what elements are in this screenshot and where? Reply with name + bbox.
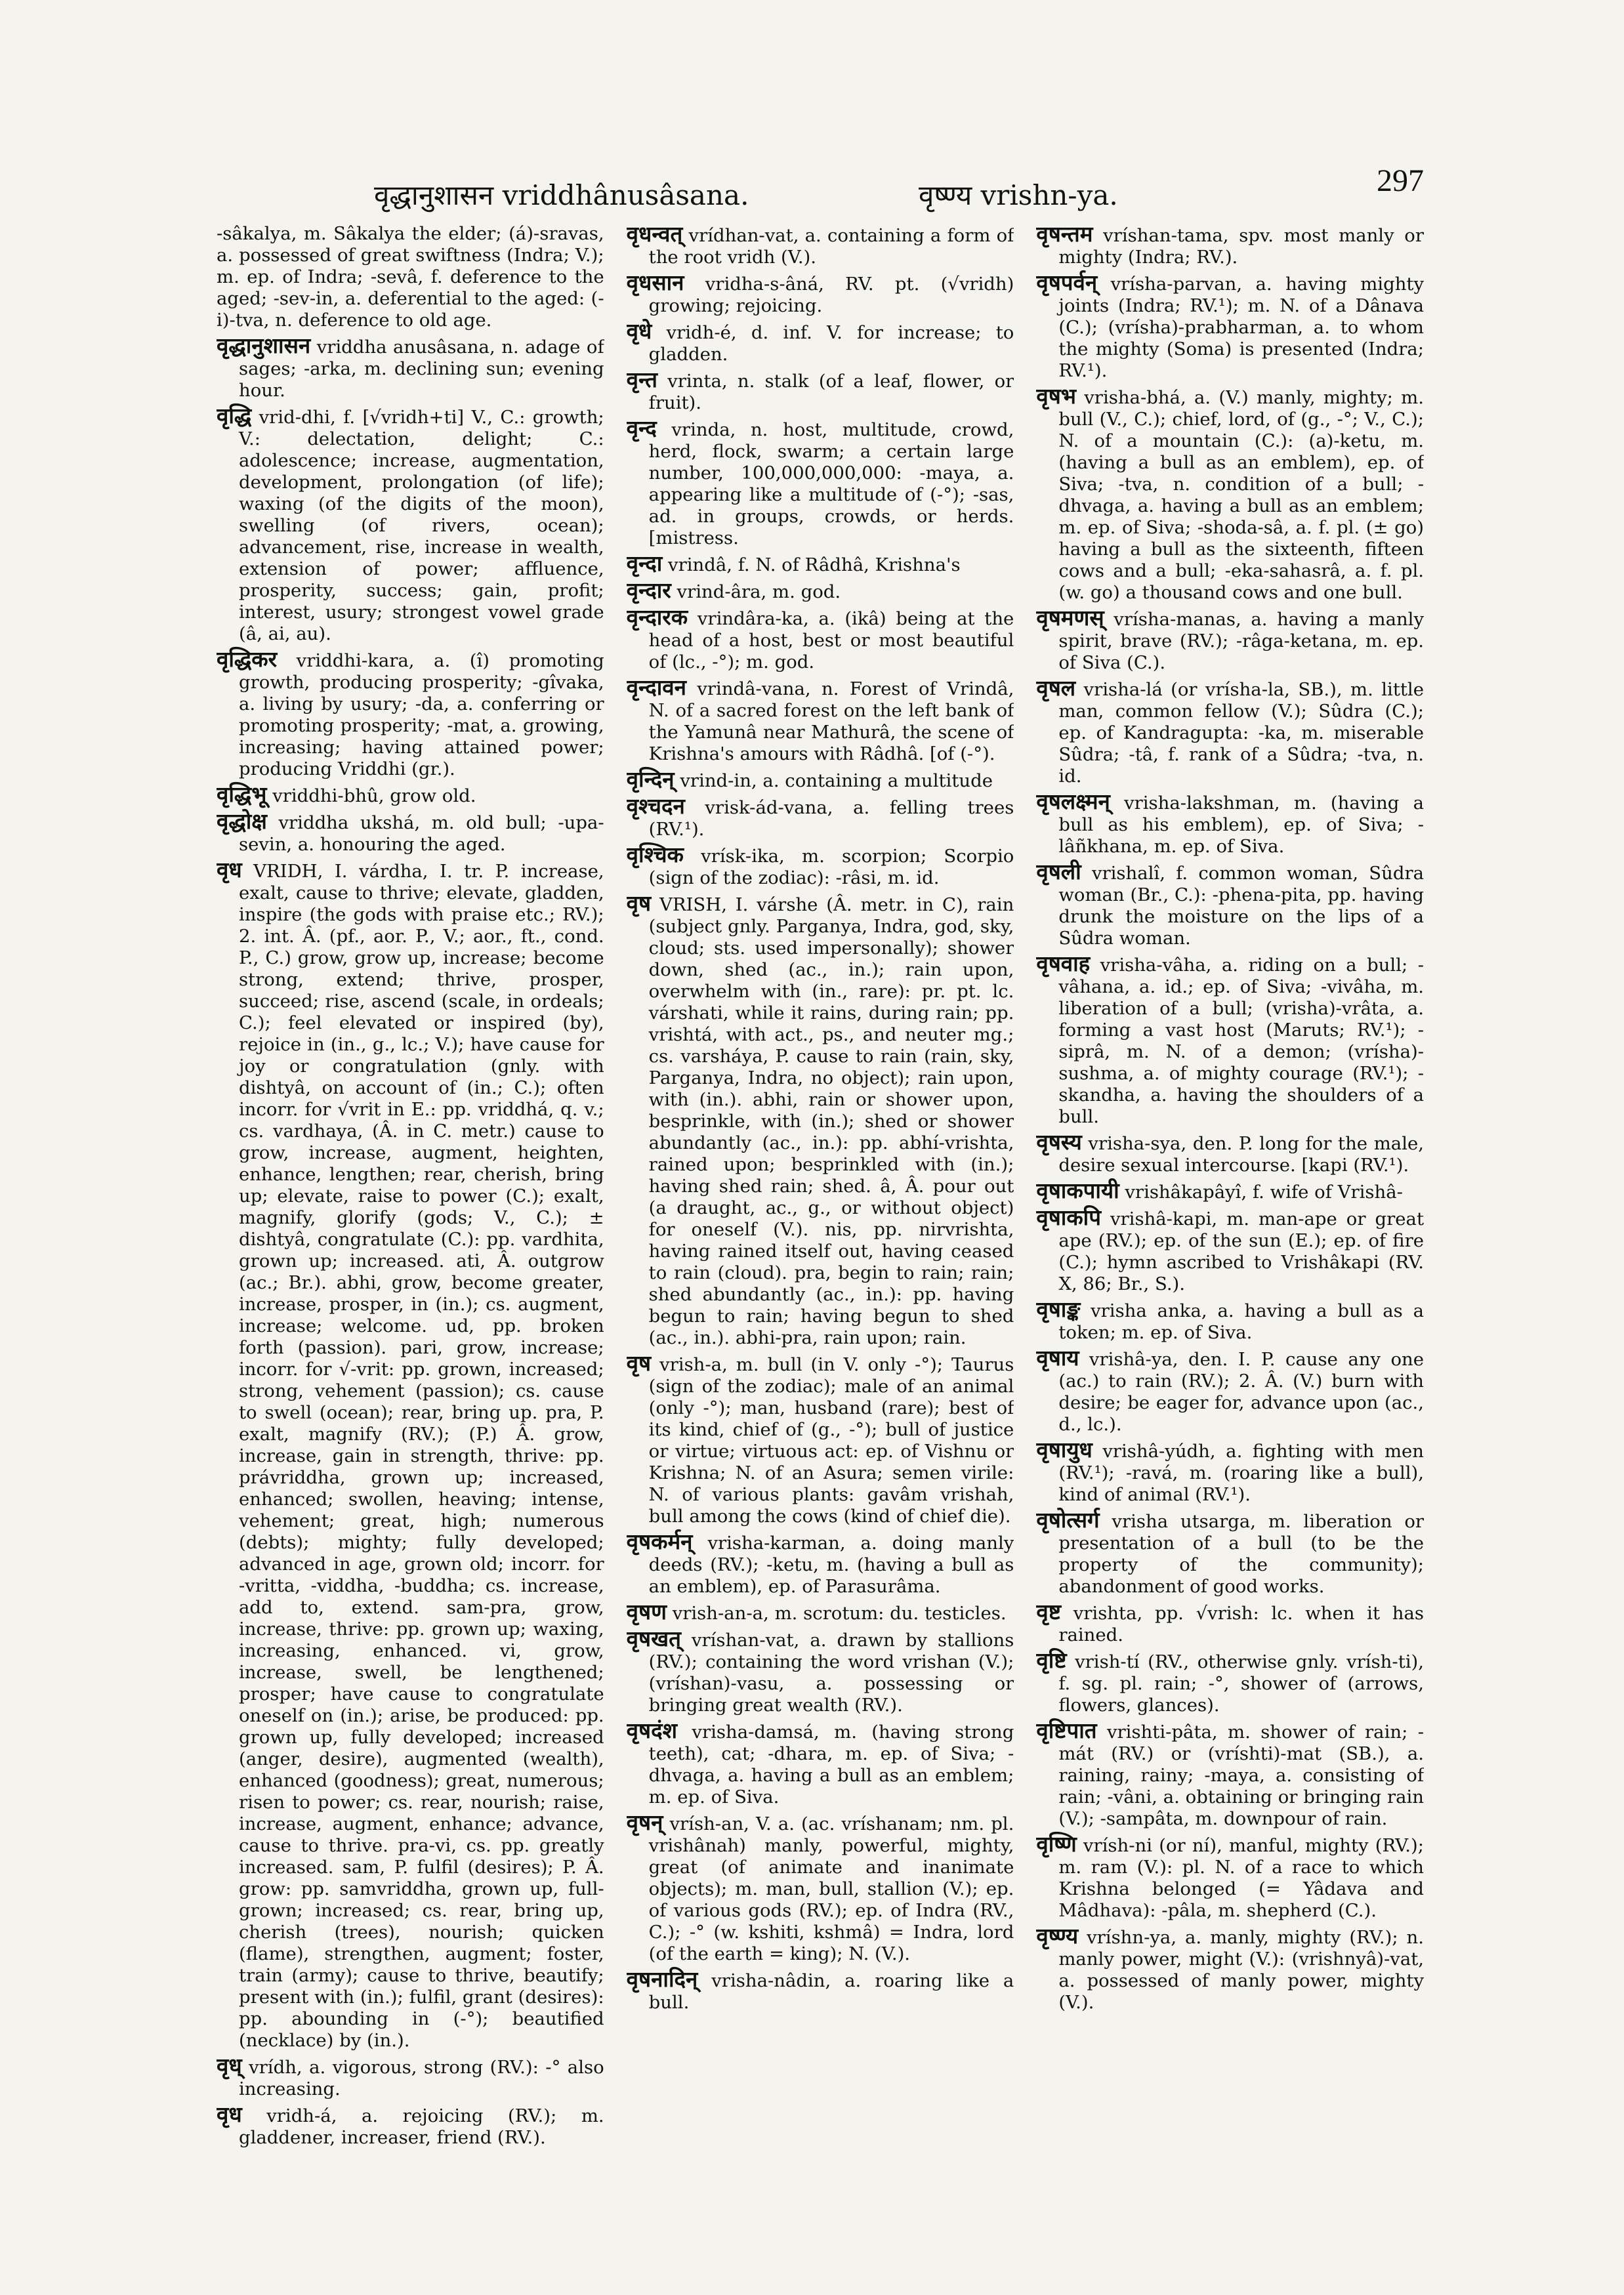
dictionary-entry xyxy=(217,2055,604,2100)
entry-text: vrísha-manas, a. having a manly spirit, brave (RV.); -râga-ketana, m. ep. of Siva (C.). xyxy=(1058,609,1425,673)
dictionary-entry xyxy=(1036,1207,1424,1295)
entry-text: vrishta, pp. √vrish: lc. when it has rained. xyxy=(1058,1603,1425,1645)
entry-text: vrindâra-ka, a. (ikâ) being at the head of a host, best or most beautiful of (lc., -°); m. god. xyxy=(648,608,1014,672)
entry-text: vrisha-bhá, a. (V.) manly, mighty; m. bull (V., C.); chief, lord, of (g., -°; V., C.); N. of a mountain (C.): (a)-ketu, m. (having a bull as an emblem), ep. of Siva; -tva, n. condition of a bull; -dhvaga, a. having a bull as an emblem; m. ep. of Siva; -shoda-sâ, a. f. pl. (± go) having a bull as the sixteenth, fifteen cows and a bull; -eka-sahasrâ, a. f. pl. (w. go) a thousand cows and one bull. xyxy=(1058,387,1425,603)
dictionary-entry xyxy=(627,768,1014,792)
entry-text: vrisha-damsá, m. (having strong teeth), cat; -dhara, m. ep. of Siva; -dhvaga, a. having a bull as an emblem; m. ep. of Siva. xyxy=(648,1722,1014,1808)
entry-text: vrisha-lá (or vrísha-la, SB.), m. little man, common fellow (V.); Sûdra (C.); ep. of Kandragupta: -ka, m. miserable Sûdra; -tâ, f. rank of a Sûdra; -tva, n. id. xyxy=(1058,679,1425,787)
devanagari-headword: वृषोत्सर्ग xyxy=(1036,1507,1100,1533)
devanagari-headword: वृश्चिक xyxy=(626,842,684,867)
dictionary-entry xyxy=(1036,1720,1424,1830)
entry-text: -sâkalya, m. Sâkalya the elder; (á)-sravas, a. possessed of great swiftness (Indra; V.); m. ep. of Indra; -sevâ, f. deference to the aged; -sev-in, a. deferential to the aged: (-i)-tva, n. deference to old age. xyxy=(217,223,604,331)
entry-text: vrisha anka, a. having a bull as a token; m. ep. of Siva. xyxy=(1058,1300,1425,1343)
entry-text: vriddha anusâsana, n. adage of sages; -arka, m. declining sun; evening hour. xyxy=(239,337,604,401)
dictionary-entry xyxy=(627,1531,1014,1598)
devanagari-headword: वृषायुध xyxy=(1036,1437,1093,1462)
devanagari-headword: वृषल xyxy=(1036,675,1076,701)
entry-text: vrisha-vâha, a. riding on a bull; -vâhana, a. id.; ep. of Siva; -vivâha, m. liberation of a bull; (vrisha)-vrâta, a. forming a vast host (Maruts; RV.¹); -siprâ, m. N. of a demon; (vrísha)-sushma, a. of mighty courage (RV.¹); -skandha, a. having the shoulders of a bull. xyxy=(1058,955,1425,1127)
entry-text: vridha-s-âná, RV. pt. (√vridh) growing; rejoicing. xyxy=(648,274,1014,316)
dictionary-entry xyxy=(1036,1347,1424,1436)
running-head-right: वृष्ण्य vrishn-ya. xyxy=(919,179,1118,211)
devanagari-headword: वृषस्य xyxy=(1036,1129,1082,1155)
dictionary-entry xyxy=(217,648,604,780)
dictionary-entry xyxy=(1036,791,1424,858)
dictionary-entry xyxy=(627,676,1014,765)
dictionary-entry xyxy=(627,844,1014,889)
entry-text: vrisha-lakshman, m. (having a bull as his emblem), ep. of Siva; -lâñkhana, m. ep. of Siva. xyxy=(1058,793,1425,857)
dictionary-entry xyxy=(1036,607,1424,674)
page-number: 297 xyxy=(1377,163,1424,198)
dictionary-entry xyxy=(627,1601,1014,1624)
devanagari-headword: वृष्टि xyxy=(1036,1647,1067,1673)
devanagari-headword: वृषवाह xyxy=(1036,951,1091,976)
dictionary-entry xyxy=(627,795,1014,840)
dictionary-entry xyxy=(1036,1601,1424,1646)
dictionary-entry xyxy=(627,892,1014,1349)
devanagari-headword: वृद्धिकर xyxy=(217,646,278,672)
entry-text: vrishâ-ya, den. I. P. cause any one (ac.) to rain (RV.); 2. Â. (V.) burn with desire; be eager for, advance upon (ac., d., lc.). xyxy=(1058,1349,1425,1435)
devanagari-headword: वृन्द xyxy=(626,415,657,441)
devanagari-headword: वृष xyxy=(626,890,652,916)
entry-text: vrishâ-yúdh, a. fighting with men (RV.¹); -ravá, m. (roaring like a bull), kind of animal (RV.¹). xyxy=(1058,1441,1425,1505)
column-3 xyxy=(1036,223,1424,2204)
devanagari-headword: वृष्ट xyxy=(1036,1599,1061,1624)
dictionary-entry xyxy=(627,552,1014,576)
dictionary-entry xyxy=(627,1720,1014,1808)
entry-text: vrisha-karman, a. doing manly deeds (RV.); -ketu, m. (having a bull as an emblem), ep. of Parasurâma. xyxy=(648,1533,1014,1597)
dictionary-entry xyxy=(627,223,1014,268)
devanagari-headword: वृषली xyxy=(1036,859,1081,884)
entry-text: vrídhan-vat, a. containing a form of the root vridh (V.). xyxy=(648,225,1014,268)
devanagari-headword: वृषलक्ष्मन् xyxy=(1036,789,1110,814)
devanagari-headword: वृद्धिभू xyxy=(217,781,267,807)
dictionary-entry xyxy=(1036,1649,1424,1716)
entry-text: vridh-é, d. inf. V. for increase; to gladden. xyxy=(648,322,1014,365)
devanagari-headword: वृद्धोक्ष xyxy=(217,808,267,834)
devanagari-headword: वृन्त xyxy=(626,367,657,392)
dictionary-entry xyxy=(627,1352,1014,1527)
dictionary-entry xyxy=(217,335,604,402)
devanagari-headword: वृध् xyxy=(217,2053,242,2078)
devanagari-headword: वृषाकपि xyxy=(1036,1205,1101,1230)
entry-text: vrindâ-vana, n. Forest of Vrindâ, N. of a sacred forest on the left bank of the Yamunâ near Mathurâ, the scene of Krishna's amours with Râdhâ. [of (-°). xyxy=(648,678,1014,764)
dictionary-entry xyxy=(627,320,1014,365)
dictionary-entry xyxy=(1036,1439,1424,1506)
devanagari-headword: वृषखत् xyxy=(626,1626,681,1651)
dictionary-entry xyxy=(627,579,1014,603)
page-header xyxy=(217,157,1424,217)
entry-text: VRIDH, I. várdha, I. tr. P. increase, exalt, cause to thrive; elevate, gladden, inspire (the gods with praise etc.; RV.); 2. int. Â. (pf., aor. P., V.; aor., ft., cond. P., C.) grow, grow up, increase; become strong, extend; thrive, prosper, succeed; rise, ascend (scale, in ordeals; C.); feel elevated or inspired (by), rejoice in (in., g., lc.; V.); have cause for joy or congratulation (gnly. with dishtyâ, on account of (in.; C.); often incorr. for √vrit in E.: pp. vriddhá, q. v.; cs. vardhaya, (Â. in C. metr.) cause to grow, increase, augment, heighten, enhance, lengthen; rear, cherish, bring up; elevate, raise to power (C.); exalt, magnify, glorify (gods; V., C.); ± dishtyâ, congratulate (C.): pp. vardhita, grown up; increased. ati, Â. outgrow (ac.; Br.). abhi, grow, become greater, increase, prosper, in (in.); cs. augment, increase; welcome. ud, pp. broken forth (passion). pari, grow, increase; incorr. for √-vrit: pp. grown, increased; strong, vehement (passion); cs. cause to swell (ocean); rear, bring up. pra, P. exalt, magnify (RV.); (P.) Â. grow, increase, gain in strength, thrive: pp. právriddha, grown up; increased, enhanced; swollen, heaving; intense, vehement; great, high; numerous (debts); mighty; fully developed; advanced in age, grown old; incorr. for -vritta, -viddha, -buddha; cs. increase, add to, extend. sam-pra, grow, increase, thrive: pp. grown up; waxing, increasing, enhanced. vi, grow, increase, swell, be lengthened; prosper; have cause to congratulate oneself on (in.); arise, be produced: pp. grown up, fully developed; increased (anger, desire), augmented (wealth), enhanced (goodness); great, numerous; risen to power; cs. rear, nourish; raise, increase, augment, enhance; advance, cause to thrive. pra-vi, cs. pp. greatly increased. sam, P. fulfil (desires); P. Â. grow: pp. samvriddha, grown up, full-grown; increased; cs. rear, bring up, cherish (trees), nourish; quicken (flame), strengthen, augment; foster, train (army); cause to thrive, beautify; present with (in.); fulfil, grant (desires): pp. abounding in (-°); beautified (necklace) by (in.). xyxy=(239,861,604,2051)
dictionary-entry xyxy=(1036,385,1424,604)
devanagari-headword: वृषभ xyxy=(1036,383,1076,409)
devanagari-headword: वृन्दावन xyxy=(626,674,686,700)
devanagari-headword: वृषन्तम xyxy=(1036,223,1093,247)
devanagari-headword: वृषन् xyxy=(626,1809,663,1835)
entry-text: vrishâ-kapi, m. man-ape or great ape (RV.); ep. of the sun (E.); ep. of fire (C.); hymn ascribed to Vrishâkapi (RV. X, 86; Br., S.). xyxy=(1058,1209,1425,1294)
devanagari-headword: वृधन्वत् xyxy=(626,223,683,247)
devanagari-headword: वृध xyxy=(217,2101,242,2127)
devanagari-headword: वृषाङ्क xyxy=(1036,1296,1081,1322)
devanagari-headword: वृषकर्मन् xyxy=(626,1529,693,1554)
devanagari-headword: वृष xyxy=(626,1350,652,1376)
entry-text: vrisha-nâdin, a. roaring like a bull. xyxy=(648,1970,1014,2013)
dictionary-entry xyxy=(1036,1131,1424,1176)
dictionary-entry xyxy=(1036,1925,1424,2014)
dictionary-entry xyxy=(1036,272,1424,382)
dictionary-entry xyxy=(217,783,604,807)
entry-text: vrinta, n. stalk (of a leaf, flower, or fruit). xyxy=(648,371,1014,413)
entry-text: VRISH, I. várshe (Â. metr. in C), rain (subject gnly. Parganya, Indra, god, sky, cloud; sts. used impersonally); shower down, shed (ac., in.); rain upon, overwhelm with (in., rare): pr. pt. lc. várshati, while it rains, during rain; pp. vrishtá, with act., ps., and neuter mg.; cs. varsháya, P. cause to rain (rain, sky, Parganya, Indra, no object); rain upon, with (in.). abhi, rain or shower upon, besprinkle, with (in.); shed or shower abundantly (ac., in.): pp. abhí-vrishta, rained upon; besprinkled with (in.); having shed rain; shed. â, Â. pour out (a draught, ac., g., or without object) for oneself (V.). nis, pp. nirvrishta, having rained itself out, having ceased to rain (cloud). pra, begin to rain; rain; shed abundantly (ac., in.): pp. having begun to rain; having begun to shed (ac., in.). abhi-pra, rain upon; rain. xyxy=(648,894,1014,1348)
devanagari-headword: वृधसान xyxy=(626,270,684,295)
devanagari-headword: वृधे xyxy=(626,318,652,344)
entry-text: vriddhi-kara, a. (î) promoting growth, producing prosperity; -gîvaka, a. living by usury; -da, a. conferring or promoting prosperity; -mat, a. growing, increasing; having attained power; producing Vriddhi (gr.). xyxy=(239,650,604,779)
dictionary-entry xyxy=(217,859,604,2052)
devanagari-headword: वृषदंश xyxy=(626,1718,678,1743)
entry-text: vrind-âra, m. god. xyxy=(671,581,841,602)
devanagari-headword: वृन्दा xyxy=(626,550,663,576)
devanagari-headword: वृष्णि xyxy=(1036,1831,1077,1857)
entry-text: vrisha utsarga, m. liberation or presentation of a bull (to be the property of the community); abandonment of good works. xyxy=(1058,1511,1425,1597)
dictionary-entry xyxy=(1036,1298,1424,1344)
entry-text: vrishalî, f. common woman, Sûdra woman (Br., C.): -phena-pita, pp. having drunk the moisture on the lips of a Sûdra woman. xyxy=(1058,863,1425,949)
entry-text: vriddha ukshá, m. old bull; -upa-sevin, a. honouring the aged. xyxy=(239,812,604,855)
entry-text: vríshan-vat, a. drawn by stallions (RV.); containing the word vrishan (V.); (vríshan)-vasu, a. possessing or bringing great wealth (RV.). xyxy=(648,1630,1014,1716)
devanagari-headword: वृश्चदन xyxy=(626,793,685,819)
entry-text: vriddhi-bhû, grow old. xyxy=(266,785,476,806)
dictionary-entry xyxy=(217,2103,604,2149)
dictionary-entry xyxy=(1036,1509,1424,1598)
column-1 xyxy=(217,223,604,2204)
entry-text: vrídh, a. vigorous, strong (RV.): -° also increasing. xyxy=(239,2057,604,2099)
dictionary-entry xyxy=(627,369,1014,414)
entry-text: vrisha-sya, den. P. long for the male, desire sexual intercourse. [kapi (RV.¹). xyxy=(1058,1133,1425,1176)
entry-text: vríshn-ya, a. manly, mighty (RV.); n. manly power, might (V.): (vrishnyâ)-vat, a. possessed of manly power, mighty (V.). xyxy=(1058,1927,1425,2013)
dictionary-entry xyxy=(1036,1180,1424,1203)
dictionary-entry xyxy=(217,223,604,331)
entry-text: vrindâ, f. N. of Râdhâ, Krishna's xyxy=(662,554,961,575)
devanagari-headword: वृषण xyxy=(626,1599,667,1624)
dictionary-entry xyxy=(1036,223,1424,268)
entry-text: vridh-á, a. rejoicing (RV.); m. gladdener, increaser, friend (RV.). xyxy=(239,2105,604,2148)
entry-text: vrid-dhi, f. [√vridh+ti] V., C.: growth; V.: delectation, delight; C.: adolescence; increase, augmentation, development, prolongation (of life); waxing (of the digits of the moon), swelling (of rivers, ocean); advancement, rise, increase in wealth, extension of power; affluence, prosperity, success; gain, profit; interest, usury; strongest vowel grade (â, ai, au). xyxy=(239,407,604,644)
devanagari-headword: वृद्धि xyxy=(217,403,252,428)
entry-text: vrísha-parvan, a. having mighty joints (Indra; RV.¹); m. N. of a Dânava (C.); (vrísha)-prabharman, a. to whom the mighty (Soma) is presented (Indra; RV.¹). xyxy=(1058,274,1425,381)
dictionary-entry xyxy=(1036,861,1424,949)
dictionary-entry xyxy=(217,810,604,856)
devanagari-headword: वृष्टिपात xyxy=(1036,1718,1097,1743)
devanagari-headword: वृद्धानुशासन xyxy=(217,333,311,358)
entry-text: vrish-a, m. bull (in V. only -°); Taurus (sign of the zodiac); male of an animal (only -°); man, husband (rare); best of its kind, chief of (g., -°); bull of justice or virtue; virtuous act: ep. of Vishnu or Krishna; N. of an Asura; semen virile: N. of various plants: gavâm vrishah, bull among the cows (kind of chief die). xyxy=(648,1354,1014,1527)
dictionary-entry xyxy=(627,272,1014,317)
entry-text: vrish-tí (RV., otherwise gnly. vrísh-ti), f. sg. pl. rain; -°, shower of (arrows, flowers, glances). xyxy=(1058,1651,1425,1716)
devanagari-headword: वृषाय xyxy=(1036,1345,1079,1371)
dictionary-entry xyxy=(627,417,1014,549)
running-head-left: वृद्धानुशासन vriddhânusâsana. xyxy=(374,179,749,211)
devanagari-headword: वृष्ण्य xyxy=(1036,1923,1079,1949)
devanagari-headword: वृध xyxy=(217,857,242,882)
devanagari-headword: वृन्दारक xyxy=(626,604,688,630)
entry-text: vrísk-ika, m. scorpion; Scorpio (sign of the zodiac): -râsi, m. id. xyxy=(648,846,1014,888)
column-2 xyxy=(627,223,1014,2204)
devanagari-headword: वृषमणस् xyxy=(1036,605,1104,631)
devanagari-headword: वृषाकपायी xyxy=(1036,1178,1119,1203)
devanagari-headword: वृन्दिन् xyxy=(626,766,675,792)
entry-text: vríshan-tama, spv. most manly or mighty (Indra; RV.). xyxy=(1058,225,1425,268)
dictionary-entry xyxy=(627,1811,1014,1965)
entry-text: vrind-in, a. containing a multitude xyxy=(674,770,993,791)
entry-text: vrishti-pâta, m. shower of rain; -mát (RV.) or (vríshti)-mat (SB.), a. raining, rainy; -maya, a. consisting of rain; -vâni, a. obtaining or bringing rain (V.); -sampâta, m. downpour of rain. xyxy=(1058,1722,1425,1829)
dictionary-entry xyxy=(217,405,604,645)
dictionary-entry xyxy=(627,1628,1014,1716)
dictionary-entry xyxy=(1036,1833,1424,1922)
dictionary-entry xyxy=(627,1968,1014,2014)
dictionary-entry xyxy=(1036,677,1424,787)
entry-text: vrinda, n. host, multitude, crowd, herd, flock, swarm; a certain large number, 100,000,000,000: -maya, a. appearing like a multitude of (-°); -sas, ad. in groups, crowds, or herds. [mistress. xyxy=(648,419,1014,548)
devanagari-headword: वृन्दार xyxy=(626,577,671,603)
entry-text: vrishâkapâyî, f. wife of Vrishâ- xyxy=(1119,1182,1403,1203)
devanagari-headword: वृषपर्वन् xyxy=(1036,270,1098,295)
devanagari-headword: वृषनादिन् xyxy=(626,1966,698,1992)
dictionary-entry xyxy=(627,606,1014,673)
entry-text: vrísh-ni (or ní), manful, mighty (RV.); m. ram (V.): pl. N. of a race to which Krishna belonged (= Yâdava and Mâdhava): -pâla, m. shepherd (C.). xyxy=(1058,1835,1425,1921)
entry-text: vrish-an-a, m. scrotum: du. testicles. xyxy=(666,1603,1007,1624)
entry-text: vrisk-ád-vana, a. felling trees (RV.¹). xyxy=(648,797,1014,840)
dictionary-entry xyxy=(1036,953,1424,1128)
entry-text: vrísh-an, V. a. (ac. vríshanam; nm. pl. vrishânah) manly, powerful, mighty, great (of animate and inanimate objects); m. man, bull, stallion (V.); ep. of various gods (RV.); ep. of Indra (RV., C.); -° (w. kshiti, kshmâ) = Indra, lord (of the earth = king); N. (V.). xyxy=(648,1813,1014,1964)
dictionary-columns xyxy=(217,223,1424,2204)
